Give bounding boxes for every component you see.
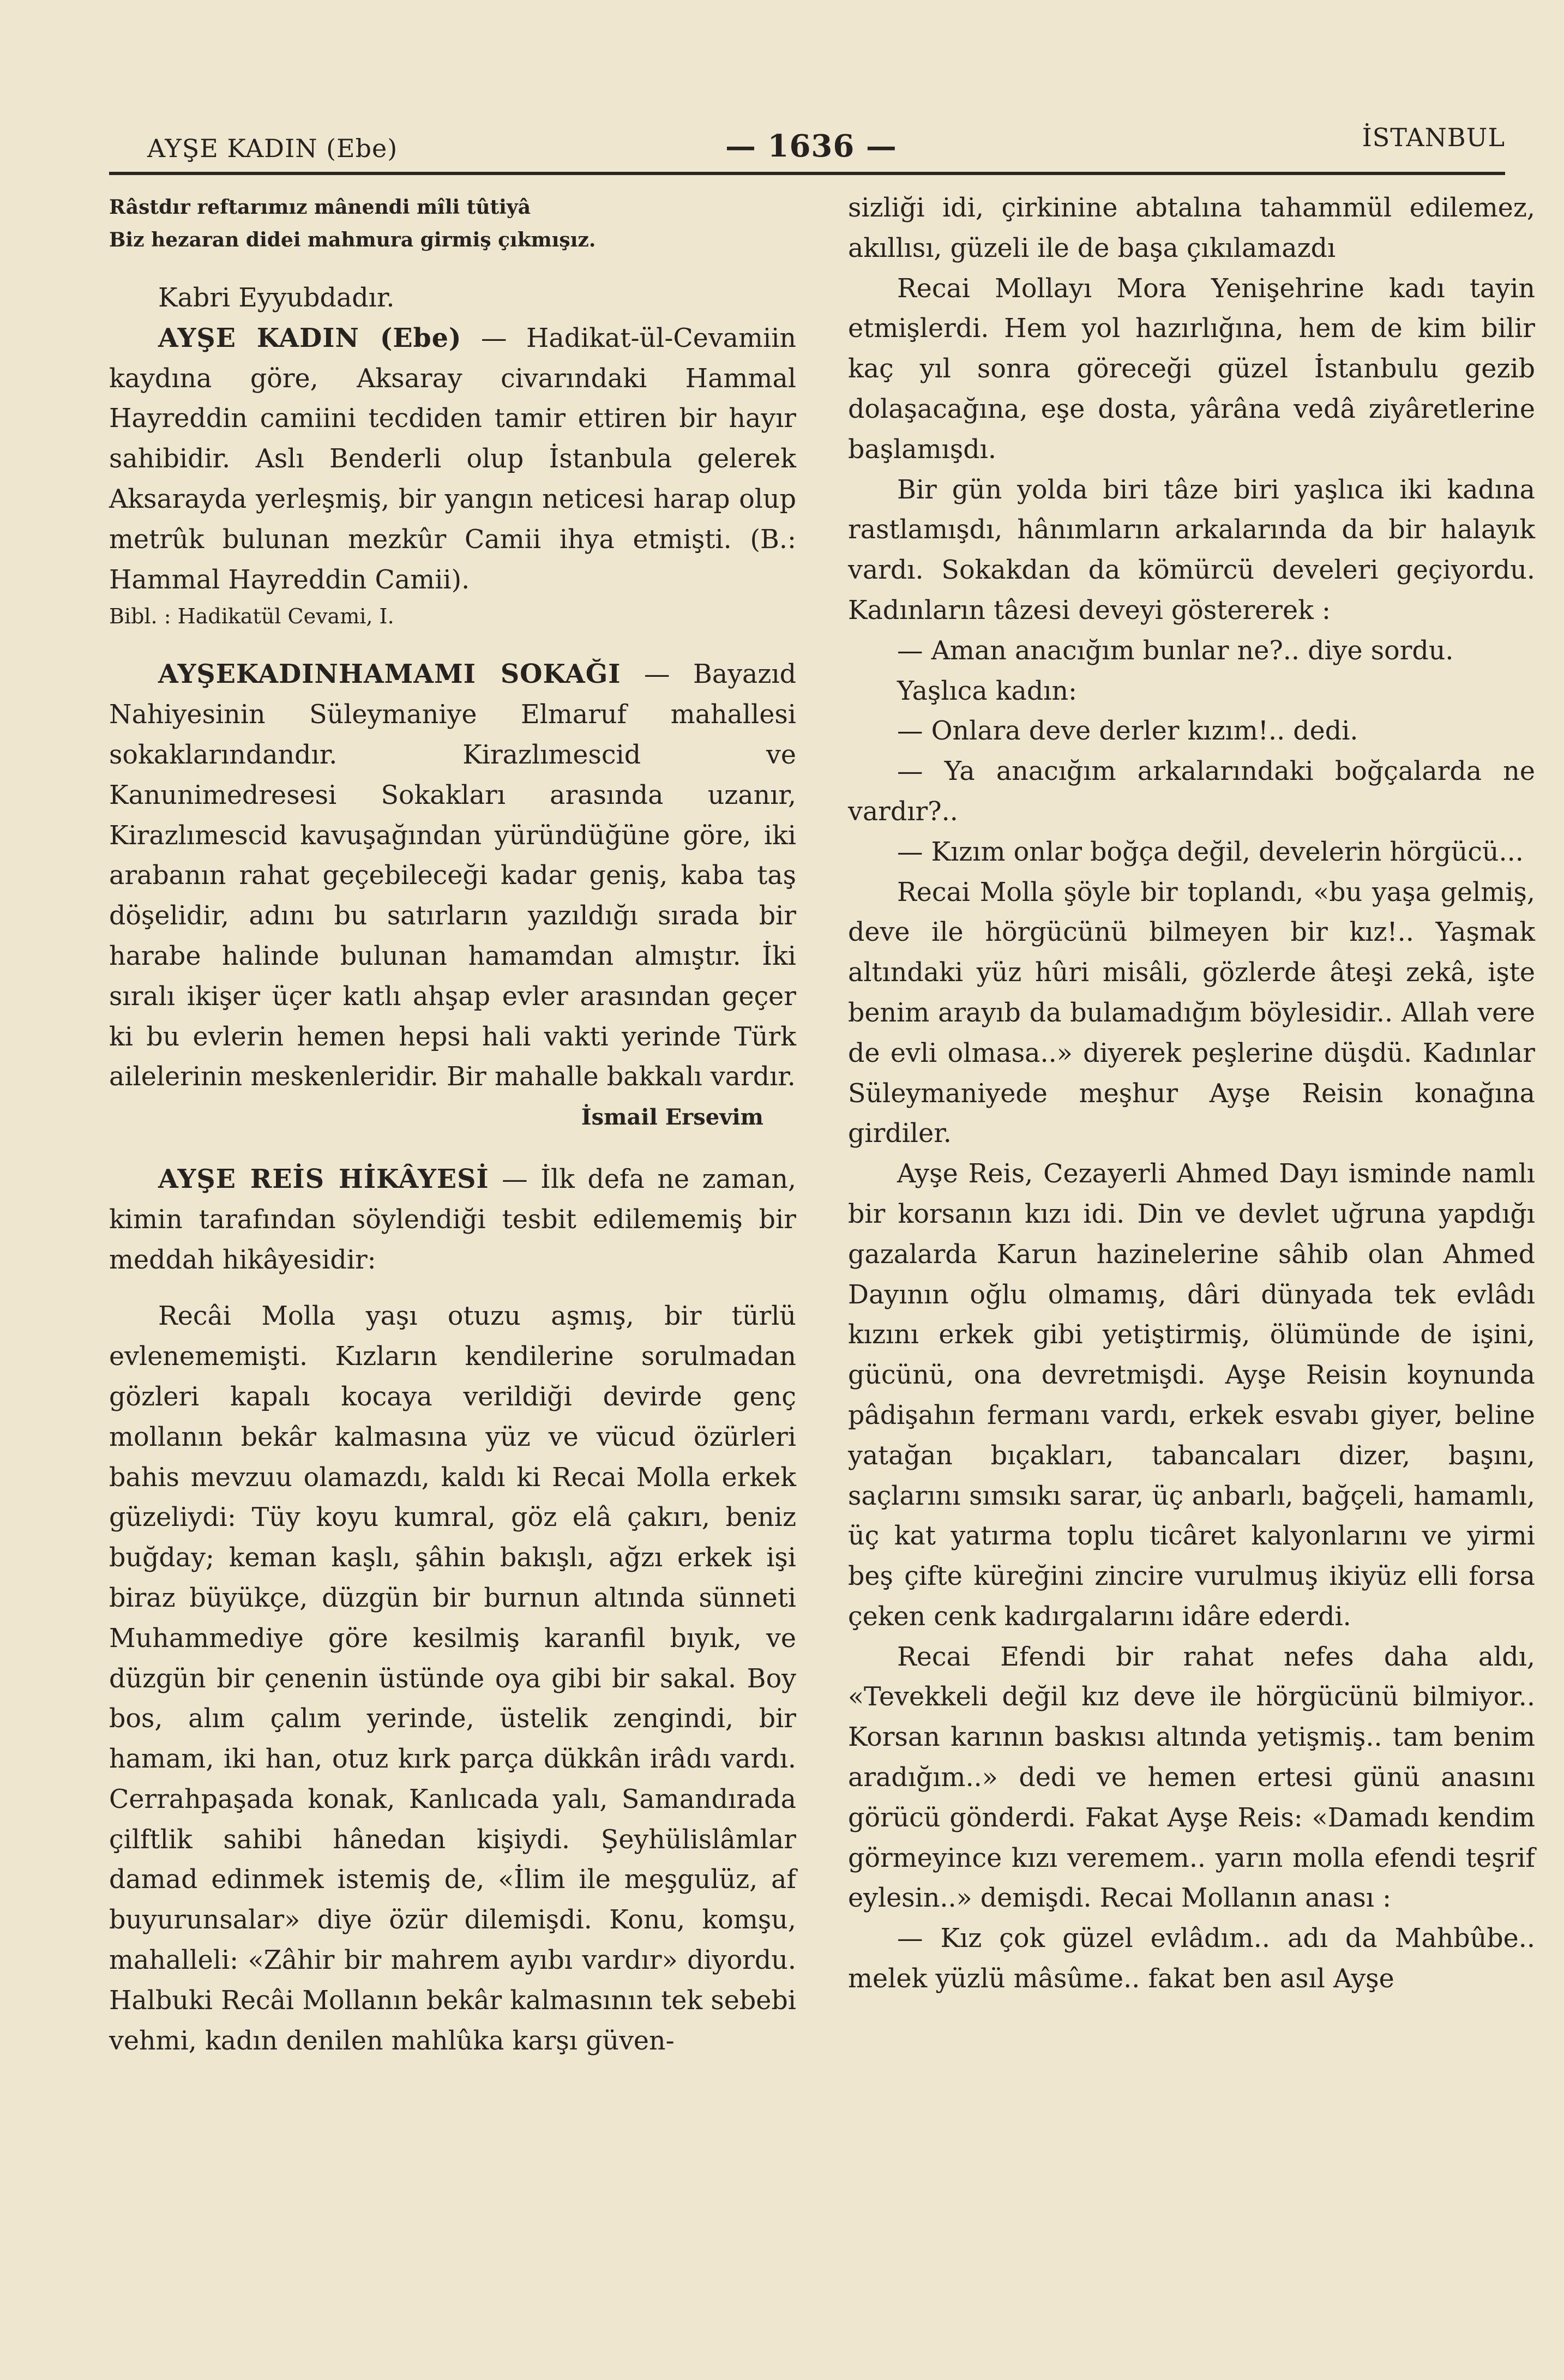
- running-header: [109, 123, 1505, 177]
- entry-title: AYŞE KADIN (Ebe): [158, 322, 462, 353]
- entry-body: — Bayazıd Nahiyesinin Süleymaniye Elmaruf mahallesi sokaklarındandır. Kirazlımescid ve Kanunimedresesi Sokakları arasında uzanır, Kirazlımescid kavuşağından yüründüğüne göre, iki arabanın rahat geçebileceği kadar geniş, kaba taş döşelidir, adını bu satırların yazıldığı sırada bir harabe halinde bulunan hamamdan almıştır. İki sıralı ikişer üçer katlı ahşap evler arasından geçer ki bu evlerin hemen hepsi hali vakti yerinde Türk ailelerinin meskenleridir. Bir mahalle bakkalı vardır.: [109, 659, 796, 1092]
- dialogue-line: — Kız çok güzel evlâdım.. adı da Mahbûbe.. melek yüzlü mâsûme.. fakat ben asıl Ayşe: [848, 1924, 1535, 1994]
- page-number: — 1636 —: [725, 128, 897, 164]
- story-paragraph: Recâi Molla yaşı otuzu aşmış, bir türlü evlenememişti. Kızların kendilerine sorulmadan gözleri kapalı kocaya verildiği devirde genç mollanın bekâr kalmasına yüz ve vücud özürleri bahis mevzuu olamazdı, kaldı ki Recai Molla erkek güzeliydi: Tüy koyu kumral, göz elâ çakırı, beniz buğday; keman kaşlı, şâhin bakışlı, ağzı erkek işi biraz büyükçe, düzgün bir burnun altında sünneti Muhammediye göre kesilmiş karanfil bıyık, ve düzgün bir çenenin üstünde oya gibi bir sakal. Boy bos, alım çalım yerinde, üstelik zengindi, bir hamam, iki han, otuz kırk parça dükkân irâdı vardı. Cerrahpaşada konak, Kanlıcada yalı, Samandırada çilftlik sahibi hânedan kişiydi. Şeyhülislâmlar damad edinmek istemiş de, «İlim ile meşgulüz, af buyurunsalar» diye özür dilemişdi. Konu, komşu, mahalleli: «Zâhir bir mahrem ayıbı vardır» diyordu. Halbuki Recâi Mollanın bekâr kalmasının tek sebebi vehmi, kadın denilen mahlûka karşı güven-: [109, 1301, 796, 2056]
- dialogue-line: — Onlara deve derler kızım!.. dedi.: [897, 716, 1358, 747]
- dialogue-line: — Ya anacığım arkalarındaki boğçalarda ne vardır?..: [848, 756, 1535, 827]
- grave-note: Kabri Eyyubdadır.: [158, 283, 395, 313]
- header-entry-name: AYŞE KADIN (Ebe): [147, 134, 398, 163]
- story-paragraph: Ayşe Reis, Cezayerli Ahmed Dayı isminde namlı bir korsanın kızı idi. Din ve devlet uğruna yapdığı gazalarda Karun hazinelerine sâhib olan Ahmed Dayının oğlu olmamış, dâri dünyada tek evlâdı kızını erkek gibi yetiştirmiş, ölümünde de işini, gücünü, ona devretmişdi. Ayşe Reisin koynunda pâdişahın fermanı vardı, erkek esvabı giyer, beline yatağan bıçakları, tabancaları dizer, başını, saçlarını sımsıkı sarar, üç anbarlı, bağçeli, hamamlı, üç kat yatırma toplu ticâret kalyonlarını ve yirmi beş çifte küreğini zincire vurulmuş ikiyüz elli forsa çeken cenk kadırgalarını idâre ederdi.: [848, 1159, 1535, 1632]
- entry-ayse-reis-hikayesi: [109, 1159, 796, 1280]
- header-rule: [109, 172, 1505, 175]
- left-column: [109, 191, 796, 2061]
- entry-body: — Hadikat-ül-Cevamiin kaydına göre, Aksaray civarındaki Hammal Hayreddin camiini tecdiden tamir ettiren bir hayır sahibidir. Aslı Benderli olup İstanbula gelerek Aksarayda yerleşmiş, bir yangın neticesi harap olup metrûk bulunan mezkûr Camii ihya etmişti. (B.: Hammal Hayreddin Camii).: [109, 323, 796, 595]
- entry-ayse-kadin-ebe: [109, 318, 796, 600]
- story-paragraph: sizliği idi, çirkinine abtalına tahammül edilemez, akıllısı, güzeli ile de başa çıkılamazdı: [848, 193, 1535, 263]
- right-column: [848, 188, 1535, 1999]
- story-paragraph: Bir gün yolda biri tâze biri yaşlıca iki kadına rastlamışdı, hânımların arkalarında da bir halayık vardı. Sokakdan da kömürcü develeri geçiyordu. Kadınların tâzesi deveyi göstererek :: [848, 474, 1535, 626]
- story-paragraph: Recai Efendi bir rahat nefes daha aldı, «Tevekkeli değil kız deve ile hörgücünü bilmiyor.. Korsan karının baskısı altında yetişmiş.. tam benim aradığım..» dedi ve hemen ertesi günü anasını görücü gönderdi. Fakat Ayşe Reis: «Damadı kendim görmeyince kızı veremem.. yarın molla efendi teşrif eylesin..» demişdi. Recai Mollanın anası :: [848, 1642, 1535, 1914]
- verse-block: [109, 191, 796, 256]
- story-paragraph: Recai Mollayı Mora Yenişehrine kadı tayin etmişlerdi. Hem yol hazırlığına, hem de kim bilir kaç yıl sonra göreceği güzel İstanbulu gezib dolaşacağına, eşe dosta, yârâna vedâ ziyâretlerine başlamışdı.: [848, 273, 1535, 465]
- header-volume-title: İSTANBUL: [1362, 123, 1505, 152]
- entry-body: — İlk defa ne zaman, kimin tarafından söylendiği tesbit edilememiş bir meddah hikâyesidir:: [109, 1164, 797, 1275]
- bibliography: Bibl. : Hadikatül Cevami, I.: [109, 604, 394, 629]
- story-paragraph: Recai Molla şöyle bir toplandı, «bu yaşa gelmiş, deve ile hörgücünü bilmeyen bir kız!.. Yaşmak altındaki yüz hûri misâli, gözlerde âteşi zekâ, işte benim arayıb da bulamadığım böylesidir.. Allah vere de evli olmasa..» diyerek peşlerine düşdü. Kadınlar Süleymaniyede meşhur Ayşe Reisin konağına girdiler.: [848, 877, 1535, 1149]
- dialogue-line: — Aman anacığım bunlar ne?.. diye sordu.: [897, 635, 1454, 666]
- entry-title: AYŞE REİS HİKÂYESİ: [158, 1163, 489, 1194]
- dialogue-line: — Kızım onlar boğça değil, develerin hörgücü...: [897, 837, 1524, 867]
- entry-title: AYŞEKADINHAMAMI SOKAĞI: [158, 659, 621, 690]
- verse-line: Râstdır reftarımız mânendi mîli tûtiyâ: [109, 196, 531, 219]
- entry-aysekadinhamami-sokagi: [109, 654, 796, 1097]
- author-signature: İsmail Ersevim: [581, 1104, 763, 1131]
- dialogue-line: Yaşlıca kadın:: [897, 676, 1078, 706]
- verse-line: Biz hezaran didei mahmura girmiş çıkmışız.: [109, 229, 596, 251]
